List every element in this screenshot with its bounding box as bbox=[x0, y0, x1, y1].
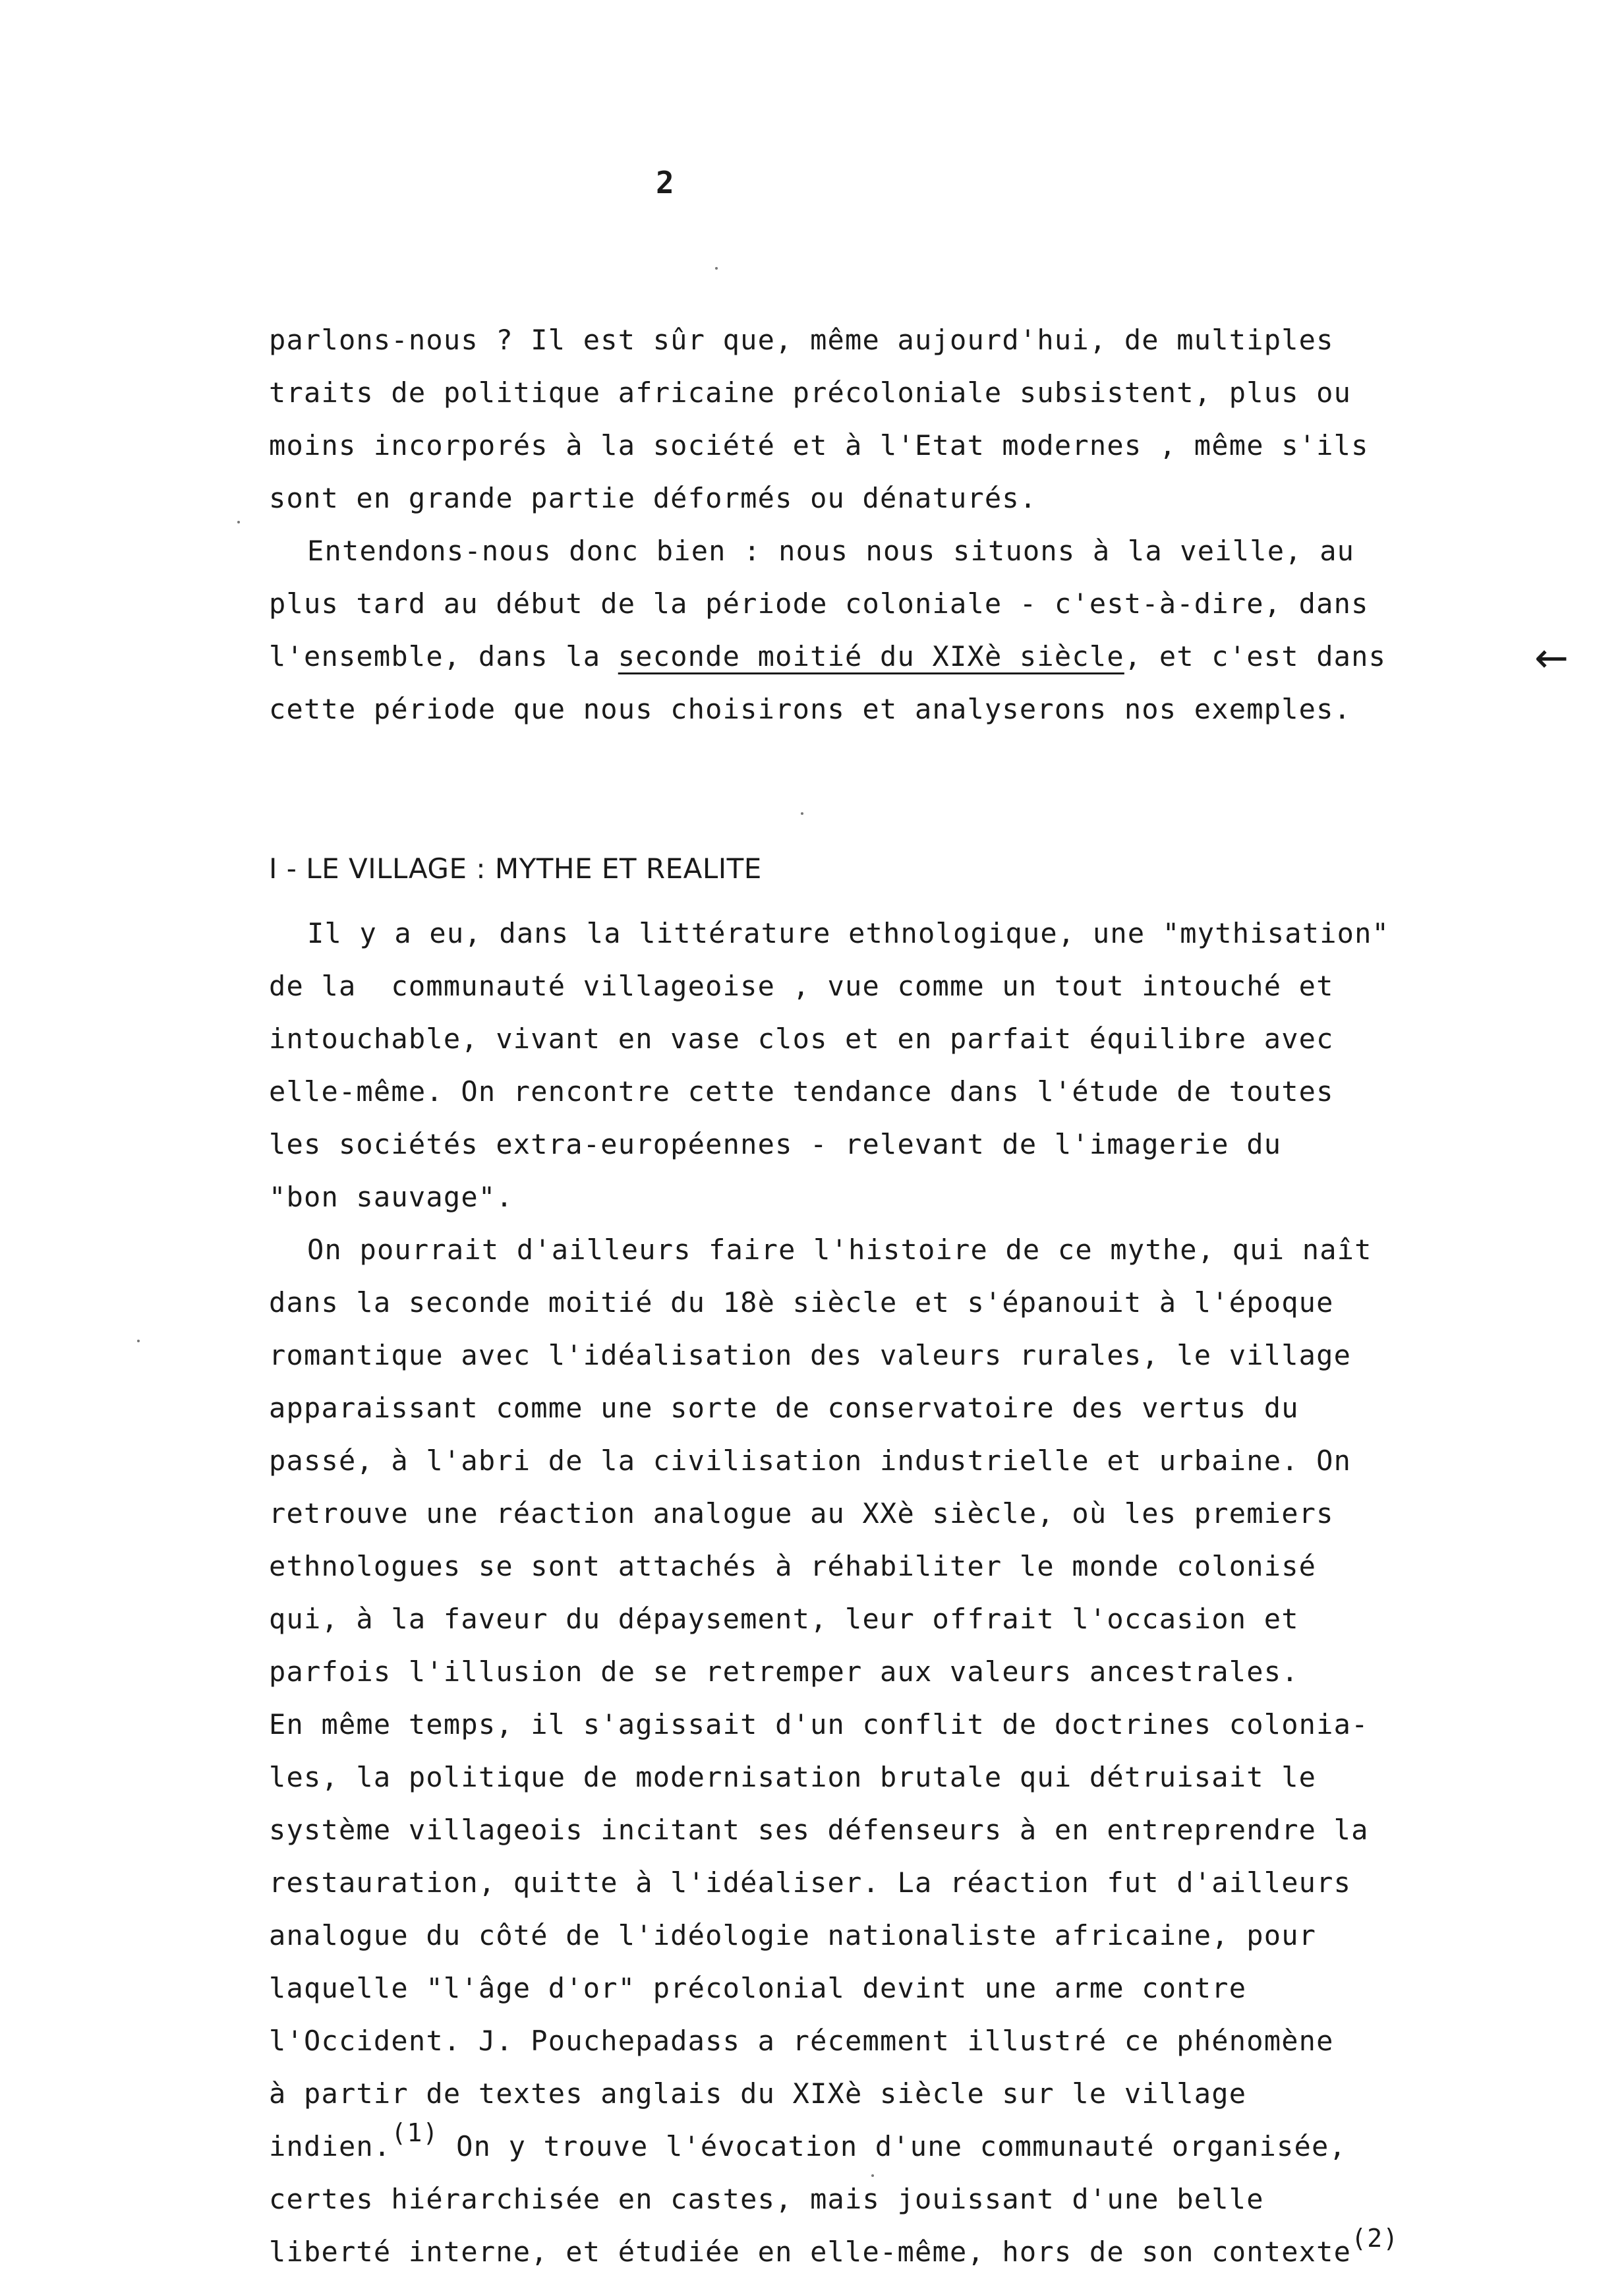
scan-speck bbox=[715, 267, 718, 270]
footnote-marker: (2) bbox=[1351, 2224, 1399, 2253]
section-heading: I - LE VILLAGE : MYTHE ET REALITE bbox=[269, 852, 762, 885]
text-line: de la communauté villageoise , vue comme un tout intouché et bbox=[269, 970, 1334, 1002]
footnote-marker: (1) bbox=[391, 2118, 439, 2147]
text-line: cette période que nous choisirons et analyserons nos exemples. bbox=[269, 693, 1352, 725]
text-line: certes hiérarchisée en castes, mais jouissant d'une belle bbox=[269, 2183, 1264, 2215]
text-line: retrouve une réaction analogue au XXè siècle, où les premiers bbox=[269, 1497, 1334, 1530]
text-line: "bon sauvage". bbox=[269, 1181, 513, 1213]
text-line: analogue du côté de l'idéologie nationaliste africaine, pour bbox=[269, 1919, 1317, 1951]
text-line-with-footnote bbox=[269, 2120, 1574, 2173]
text-segment: , et c'est dans bbox=[1124, 640, 1387, 672]
paragraph-2 bbox=[269, 525, 1574, 736]
text-segment: indien. bbox=[269, 2130, 392, 2162]
text-segment: l'ensemble, dans la bbox=[269, 640, 618, 672]
text-line: les sociétés extra-européennes - relevant de l'imagerie du bbox=[269, 1128, 1282, 1160]
text-line: à partir de textes anglais du XIXè siècle sur le village bbox=[269, 2077, 1247, 2110]
text-line: traits de politique africaine précoloniale subsistent, plus ou bbox=[269, 376, 1352, 409]
scan-speck bbox=[871, 2174, 874, 2177]
text-line: romantique avec l'idéalisation des valeurs rurales, le village bbox=[269, 1339, 1352, 1371]
scan-speck bbox=[237, 521, 240, 523]
text-line: restauration, quitte à l'idéaliser. La réaction fut d'ailleurs bbox=[269, 1866, 1352, 1899]
text-line: En même temps, il s'agissait d'un conflit de doctrines colonia- bbox=[269, 1708, 1369, 1740]
text-line: les, la politique de modernisation brutale qui détruisait le bbox=[269, 1761, 1317, 1793]
text-line-with-footnote bbox=[269, 2226, 1574, 2278]
text-segment: liberté interne, et étudiée en elle-même, hors de son contexte bbox=[269, 2236, 1352, 2268]
text-line: sont en grande partie déformés ou dénaturés. bbox=[269, 482, 1037, 514]
text-line-underlined bbox=[269, 630, 1574, 683]
text-line: dans la seconde moitié du 18è siècle et s'épanouit à l'époque bbox=[269, 1286, 1334, 1319]
text-line: ethnologues se sont attachés à réhabiliter le monde colonisé bbox=[269, 1550, 1317, 1582]
text-line: passé, à l'abri de la civilisation industrielle et urbaine. On bbox=[269, 1444, 1352, 1477]
text-line: On pourrait d'ailleurs faire l'histoire de ce mythe, qui naît bbox=[307, 1234, 1372, 1266]
paragraph-3 bbox=[269, 907, 1574, 2278]
text-line: parfois l'illusion de se retremper aux valeurs ancestrales. bbox=[269, 1655, 1299, 1688]
text-line: l'Occident. J. Pouchepadass a récemment illustré ce phénomène bbox=[269, 2025, 1334, 2057]
underlined-phrase: seconde moitié du XIXè siècle bbox=[618, 640, 1124, 672]
text-line: plus tard au début de la période coloniale - c'est-à-dire, dans bbox=[269, 587, 1369, 620]
paragraph-1 bbox=[269, 314, 1574, 525]
text-line: Entendons-nous donc bien : nous nous situons à la veille, au bbox=[307, 535, 1355, 567]
page-number: 2 bbox=[656, 165, 674, 200]
text-segment: On y trouve l'évocation d'une communauté organisée, bbox=[438, 2130, 1347, 2162]
text-line: système villageois incitant ses défenseurs à en entreprendre la bbox=[269, 1814, 1369, 1846]
text-line: intouchable, vivant en vase clos et en parfait équilibre avec bbox=[269, 1023, 1334, 1055]
text-line: laquelle "l'âge d'or" précolonial devint une arme contre bbox=[269, 1972, 1247, 2004]
scan-speck bbox=[801, 812, 803, 815]
text-line: apparaissant comme une sorte de conservatoire des vertus du bbox=[269, 1392, 1299, 1424]
text-line: parlons-nous ? Il est sûr que, même aujourd'hui, de multiples bbox=[269, 324, 1334, 356]
text-line: elle-même. On rencontre cette tendance dans l'étude de toutes bbox=[269, 1075, 1334, 1108]
text-line: moins incorporés à la société et à l'Etat modernes , même s'ils bbox=[269, 429, 1369, 461]
scan-speck bbox=[137, 1340, 140, 1342]
text-line: Il y a eu, dans la littérature ethnologique, une "mythisation" bbox=[307, 917, 1390, 949]
margin-arrow-icon: ← bbox=[1534, 634, 1569, 682]
text-line: qui, à la faveur du dépaysement, leur offrait l'occasion et bbox=[269, 1603, 1299, 1635]
